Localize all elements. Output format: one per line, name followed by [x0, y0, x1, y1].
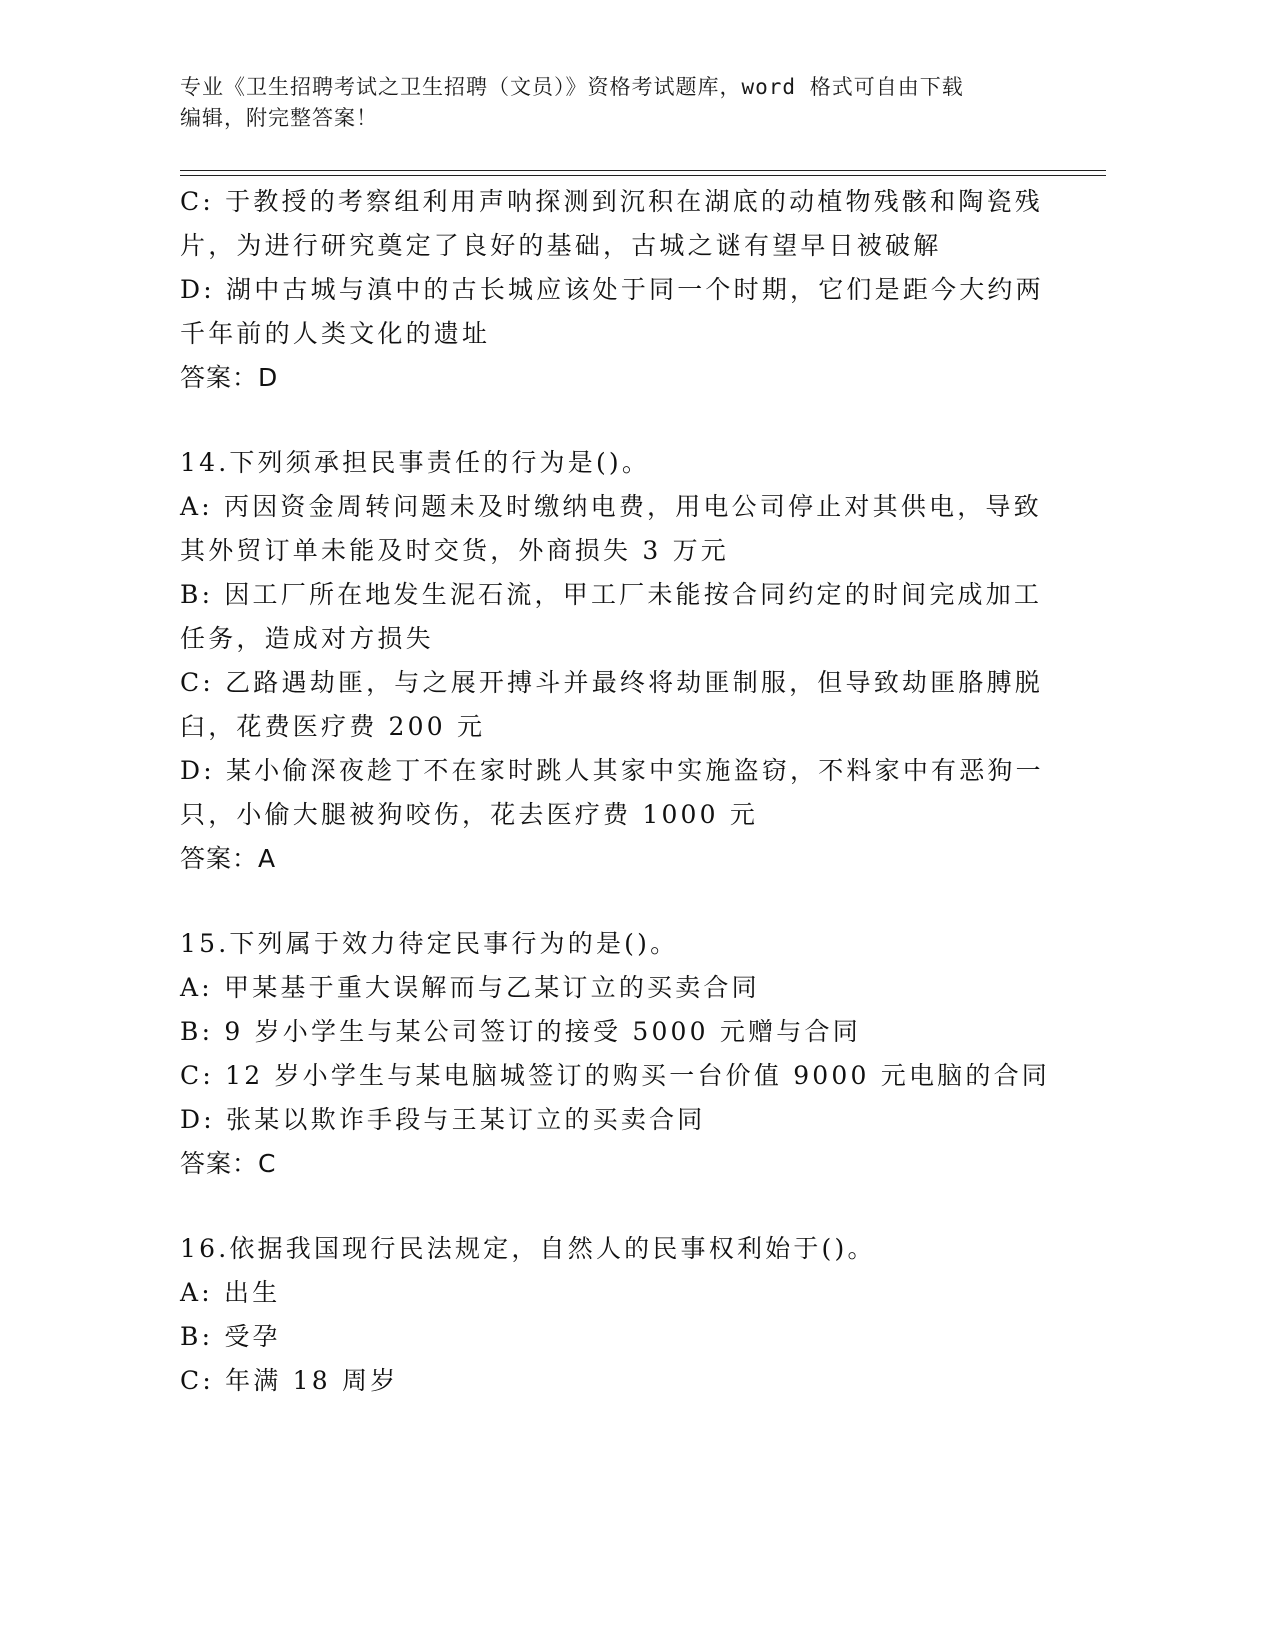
question-16	[180, 1227, 1060, 1403]
option-b-line-1: B: 因工厂所在地发生泥石流，甲工厂未能按合同约定的时间完成加工	[180, 580, 1043, 609]
header-line-2: 编辑，附完整答案！	[180, 106, 378, 130]
option-a-line-1: A: 丙因资金周转问题未及时缴纳电费，用电公司停止对其供电，导致	[180, 492, 1042, 521]
option-b-line-2: 任务，造成对方损失	[180, 624, 434, 653]
question-text: 14.下列须承担民事责任的行为是()。	[180, 448, 651, 477]
spacer	[180, 1186, 1060, 1227]
question-text: 16.依据我国现行民法规定，自然人的民事权利始于()。	[180, 1234, 876, 1263]
spacer	[180, 881, 1060, 922]
option-c-line-1: C: 乙路遇劫匪，与之展开搏斗并最终将劫匪制服，但导致劫匪胳膊脱	[180, 668, 1043, 697]
header-rule-bottom	[180, 175, 1106, 176]
option-b: B: 9 岁小学生与某公司签订的接受 5000 元赠与合同	[180, 1017, 861, 1046]
option-d-line-1: D: 某小偷深夜趁丁不在家时跳人其家中实施盗窃，不料家中有恶狗一	[180, 756, 1044, 785]
option-d: D: 张某以欺诈手段与王某订立的买卖合同	[180, 1105, 706, 1134]
question-text: 15.下列属于效力待定民事行为的是()。	[180, 929, 679, 958]
question-15	[180, 922, 1060, 1186]
option-c: C: 12 岁小学生与某电脑城签订的购买一台价值 9000 元电脑的合同	[180, 1061, 1050, 1090]
answer-line: 答案：A	[180, 844, 277, 873]
document-header	[180, 72, 1040, 134]
question-14	[180, 441, 1060, 881]
option-d-line-1: D: 湖中古城与滇中的古长城应该处于同一个时期，它们是距今大约两	[180, 275, 1044, 304]
option-c: C: 年满 18 周岁	[180, 1366, 399, 1395]
spacer	[180, 400, 1060, 441]
option-c-line-2: 臼，花费医疗费 200 元	[180, 712, 486, 741]
option-c-line-1: C: 于教授的考察组利用声呐探测到沉积在湖底的动植物残骸和陶瓷残	[180, 187, 1043, 216]
header-rule-top	[180, 170, 1106, 171]
option-b: B: 受孕	[180, 1322, 281, 1351]
option-d-line-2: 千年前的人类文化的遗址	[180, 319, 491, 348]
option-c-line-2: 片，为进行研究奠定了良好的基础，古城之谜有望早日被破解	[180, 231, 942, 260]
answer-line: 答案：C	[180, 1149, 277, 1178]
option-a-line-2: 其外贸订单未能及时交货，外商损失 3 万元	[180, 536, 730, 565]
document-body	[180, 180, 1060, 1403]
question-13-tail	[180, 180, 1060, 400]
option-d-line-2: 只，小偷大腿被狗咬伤，花去医疗费 1000 元	[180, 800, 759, 829]
option-a: A: 甲某基于重大误解而与乙某订立的买卖合同	[180, 973, 760, 1002]
answer-line: 答案：D	[180, 363, 279, 392]
option-a: A: 出生	[180, 1278, 281, 1307]
header-line-1: 专业《卫生招聘考试之卫生招聘（文员）》资格考试题库，word 格式可自由下载	[180, 75, 964, 99]
